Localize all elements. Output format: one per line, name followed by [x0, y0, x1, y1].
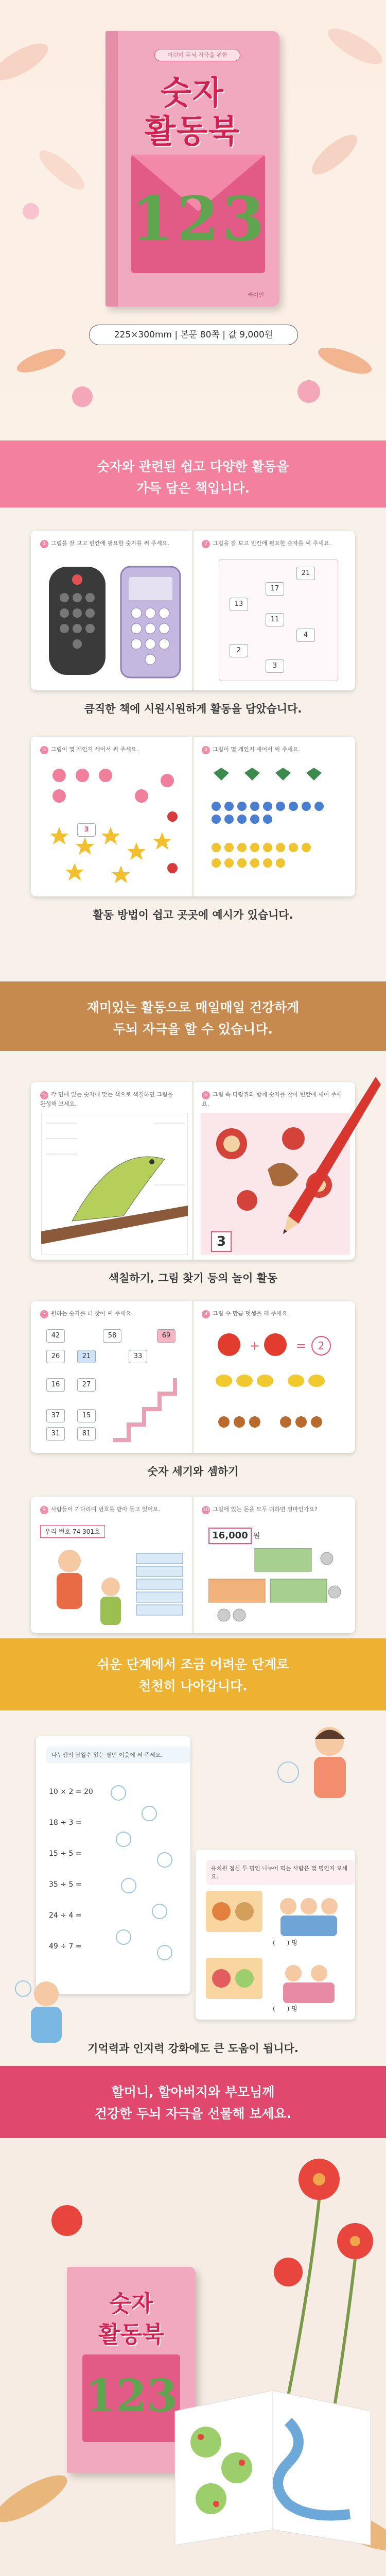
- lunch-page: [196, 1850, 355, 2020]
- seq-num: 11: [266, 613, 284, 626]
- grid-num: 16: [46, 1378, 65, 1392]
- butterflies-illustration: [203, 762, 347, 891]
- book-info-bar: 225×300mm | 본문 80쪽 | 값 9,000원: [89, 325, 298, 345]
- banner4-line1: 할머니, 할아버지와 부모님께: [111, 2084, 275, 2099]
- number-sequence-panel: [219, 559, 338, 681]
- division-expr: 18 ÷ 3 =: [49, 1819, 82, 1827]
- cover-numbers: 123: [131, 183, 268, 255]
- svg-text:=: =: [296, 1338, 307, 1353]
- closing-title-2: 활동북: [98, 2321, 164, 2348]
- banner2-line1: 재미있는 활동으로 매일매일 건강하게: [86, 1000, 300, 1015]
- cover-title-line2: 활동북: [145, 112, 240, 150]
- spread5-left-instruction: 사람들이 기다리며 번호를 받아 들고 있어요.: [51, 1506, 161, 1513]
- grid-num: 33: [129, 1350, 147, 1363]
- spread5-right-instruction: 그림에 있는 돈을 모두 더하면 얼마인가요?: [213, 1506, 318, 1513]
- division-expr: 10 × 2 = 20: [49, 1788, 93, 1796]
- cover-title-line1: 숫자: [161, 74, 224, 111]
- hero-section: [0, 0, 386, 440]
- division-expr: 24 ÷ 4 =: [49, 1911, 82, 1920]
- ticket-label: 우리 번호 74 301호: [40, 1525, 105, 1538]
- division-page: [36, 1736, 190, 1994]
- svg-text:+: +: [250, 1338, 260, 1353]
- spread-counting: 3 그림이 몇 개인지 세어서 써 주세요. 3 4 그림이 몇 개인지 세어서 써 주세요.: [31, 737, 355, 896]
- grid-num: 42: [46, 1329, 65, 1343]
- grid-num: 58: [103, 1329, 121, 1343]
- bubbles-illustration: [103, 1783, 185, 1968]
- seq-num: 4: [296, 629, 315, 642]
- spread4-left-instruction: 원하는 숫자를 더 찾아 써 주세요.: [51, 1310, 133, 1317]
- features-section-2: [0, 1051, 386, 1638]
- spread3-left-instruction: 각 면에 있는 숫자에 맞는 색으로 색칠하면 그림을 완성해 보세요.: [40, 1091, 173, 1107]
- spread3-right-instruction: 그림 속 다람쥐와 함께 숫자를 찾아 빈칸에 세어 주세요.: [202, 1091, 342, 1107]
- seq-num: 2: [230, 644, 248, 657]
- grid-num: 31: [46, 1427, 65, 1440]
- grid-num: 27: [77, 1378, 96, 1392]
- bird-coloring-illustration: [41, 1113, 188, 1255]
- closing-title-1: 숫자: [109, 2291, 153, 2317]
- sum-answer: 2: [311, 1336, 331, 1355]
- book-cover: [106, 31, 279, 307]
- banner4-line2: 건강한 두뇌 자극을 선물해 보세요.: [94, 2106, 292, 2121]
- red-pencil-decoration: [268, 1072, 381, 1242]
- grid-num: 26: [46, 1350, 65, 1363]
- features-section-1: [0, 507, 386, 981]
- banner3-line2: 천천히 나아갑니다.: [138, 1679, 248, 1693]
- people-waiting-illustration: [44, 1543, 190, 1631]
- intro-line2: 가득 담은 책입니다.: [136, 481, 250, 496]
- caption-feature3: 색칠하기, 그림 찾기 등의 놀이 활동: [108, 1272, 278, 1284]
- grid-num: 15: [77, 1409, 96, 1422]
- division-instruction: 나누셈의 답일수 있는 쌍인 이웃에 써 주세요.: [46, 1747, 190, 1763]
- spread-remote: 1 그림을 잘 보고 빈칸에 필요한 숫자를 써 주세요. 2 그림을 잘 보고 빈칸에 필요한 숫자를 써 주세요. 21 17 13 11 4 2 3: [31, 531, 355, 690]
- grid-num: 21: [77, 1350, 96, 1363]
- girl-bubble-illustration: [268, 1721, 371, 1839]
- intro-line1: 숫자와 관련된 쉽고 다양한 활동을: [97, 459, 289, 474]
- caption-feature6: 기억력과 인지력 강화에도 큰 도움이 됩니다.: [87, 2042, 299, 2055]
- closing-numbers: 123: [85, 2370, 178, 2422]
- spread-coloring: 5 각 면에 있는 숫자에 맞는 색으로 색칠하면 그림을 완성해 보세요. 6 그림 속 다람쥐와 함께 숫자를 찾아 빈칸에 세어 주세요. 3: [31, 1082, 355, 1260]
- money-unit: 원: [253, 1532, 260, 1540]
- spread2-right-instruction: 그림이 몇 개인지 세어서 써 주세요.: [213, 746, 300, 753]
- spread4-right-instruction: 그림 수 만큼 덧셈을 해 주세요.: [213, 1310, 289, 1317]
- banner3-line1: 쉬운 단계에서 조금 어려운 단계로: [97, 1657, 289, 1672]
- seq-num: 17: [266, 582, 284, 596]
- money-answer: 16,000: [208, 1528, 252, 1544]
- spread1-left-instruction: 그림을 잘 보고 빈칸에 필요한 숫자를 써 주세요.: [51, 540, 169, 547]
- remote-illustration: [44, 556, 188, 685]
- division-expr: 49 ÷ 7 =: [49, 1942, 82, 1951]
- banner2-line2: 두뇌 자극을 할 수 있습니다.: [113, 1022, 273, 1037]
- lunch-answer2: ( ) 명: [273, 2005, 297, 2012]
- open-book-illustration: [170, 2380, 376, 2555]
- closing-section: [0, 2138, 386, 2576]
- cover-envelope: [131, 155, 268, 273]
- grid-num: 37: [46, 1409, 65, 1422]
- spread-money: 9 사람들이 기다리며 번호를 받아 들고 있어요. 우리 번호 74 301호 10 그림에 있는 돈을 모두 더하면 얼마인가요? 16,000 원: [31, 1497, 355, 1633]
- division-expr: 15 ÷ 5 =: [49, 1850, 82, 1858]
- spread2-left-instruction: 그림이 몇 개인지 세어서 써 주세요.: [51, 746, 138, 753]
- cover-subtitle: 어린이 두뇌 자극을 위한: [154, 49, 240, 61]
- features-section-3: [0, 1710, 386, 2066]
- banknotes-coins-illustration: [208, 1548, 347, 1631]
- seq-num: 21: [296, 567, 315, 580]
- lunch-answer1: ( ) 명: [273, 1939, 297, 1946]
- cover-publisher: 싸이언: [248, 292, 264, 298]
- lunch-illustration: [206, 1891, 345, 2014]
- grid-num: 69: [157, 1329, 176, 1343]
- caption-feature4: 숫자 세기와 셈하기: [147, 1465, 239, 1478]
- spread-counting-sums: 7 원하는 숫자를 더 찾아 써 주세요. 42 58 69 26 21 33 16 27 37 15 31 81 8 그림 수 만큼 덧셈을 해 주세요. + = 2: [31, 1301, 355, 1453]
- find-answer-box: 3: [211, 1231, 232, 1252]
- lunch-instruction: 유치원 점심 투 명인 나누어 먹는 사람은 몇 명인지 보세요.: [206, 1860, 355, 1885]
- seq-num: 13: [230, 598, 248, 611]
- caption-feature2: 활동 방법이 쉽고 곳곳에 예시가 있습니다.: [93, 909, 293, 921]
- spread1-right-instruction: 그림을 잘 보고 빈칸에 필요한 숫자를 써 주세요.: [213, 540, 331, 547]
- stairs-illustration: [108, 1358, 190, 1445]
- grid-num: 81: [77, 1427, 96, 1440]
- flowers-stars-illustration: [44, 765, 188, 889]
- division-expr: 35 ÷ 5 =: [49, 1880, 82, 1889]
- seq-num: 3: [266, 659, 284, 673]
- count-answer: 3: [77, 823, 96, 837]
- caption-feature1: 큼직한 책에 시원시원하게 활동을 담았습니다.: [84, 703, 302, 715]
